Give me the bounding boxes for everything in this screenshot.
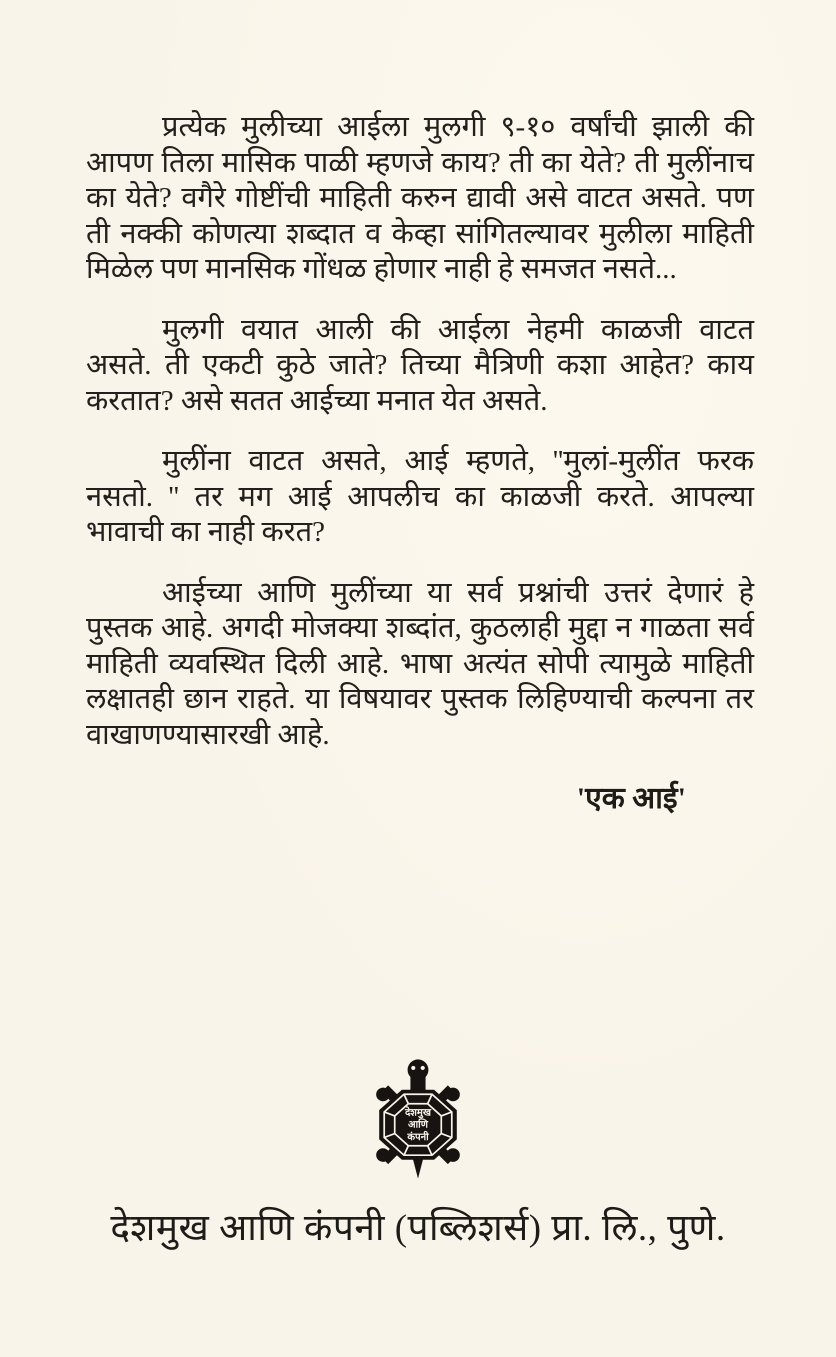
blurb-paragraph-2: मुलगी वयात आली की आईला नेहमी काळजी वाटत असते. ती एकटी कुठे जाते? तिच्या मैत्रिणी कशा आहेत? काय करतात? असे सतत आईच्या मनात येत असते.: [86, 313, 754, 417]
publisher-logo-container: [0, 1056, 836, 1184]
turtle-head: [408, 1059, 429, 1080]
blurb-text-block: [86, 110, 754, 817]
shell-text-line-1: देशमुख: [405, 1107, 431, 1119]
author-signature: 'एक आई': [576, 782, 686, 815]
blurb-paragraph-3: मुलींना वाटत असते, आई म्हणते, ''मुलां-मुलींत फरक नसतो. '' तर मग आई आपलीच का काळजी करते. आपल्या भावाची का नाही करत?: [86, 445, 754, 548]
turtle-shell-text: [404, 1105, 432, 1143]
shell-text-line-2: आणि: [408, 1119, 428, 1131]
publisher-imprint-line: देशमुख आणि कंपनी (पब्लिशर्स) प्रा. लि., पुणे.: [110, 1208, 726, 1249]
turtle-eye-left: [411, 1066, 415, 1070]
turtle-eye-right: [421, 1066, 425, 1070]
blurb-paragraph-4: आईच्या आणि मुलींच्या या सर्व प्रश्नांची उत्तरं देणारं हे पुस्तक आहे. अगदी मोजक्या शब्दांत, कुठलाही मुद्दा न गाळता सर्व माहिती व्यवस्थित दिली आहे. भाषा अत्यंत सोपी त्यामुळे माहिती लक्षातही छान राहते. या विषयावर पुस्तक लिहिण्याची कल्पना तर वाखाणण्यासारखी आहे.: [86, 576, 754, 751]
turtle-logo-icon: [365, 1056, 471, 1184]
shell-text-line-3: कंपनी: [407, 1131, 429, 1143]
blurb-paragraph-1: प्रत्येक मुलीच्या आईला मुलगी ९-१० वर्षांची झाली की आपण तिला मासिक पाळी म्हणजे काय? ती का येते? ती मुलींनाच का येते? वगैरे गोष्टींची माहिती करुन द्यावी असे वाटत असते. पण ती नक्की कोणत्या शब्दात व केव्हा सांगितल्यावर मुलीला माहिती मिळेल पण मानसिक गोंधळ होणार नाही हे समजत नसते...: [86, 111, 754, 285]
